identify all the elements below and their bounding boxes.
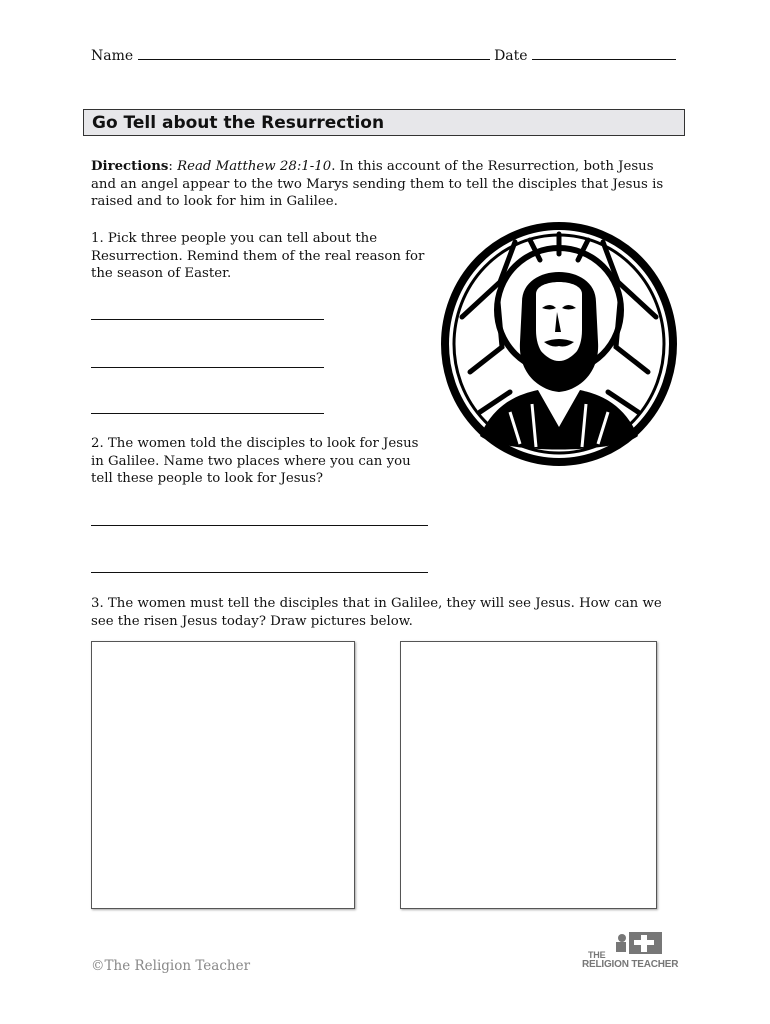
- date-blank[interactable]: [532, 47, 676, 60]
- logo-line-2: RELIGION TEACHER: [582, 959, 679, 970]
- q1-answer-line-2[interactable]: [91, 367, 324, 368]
- religion-teacher-logo: [582, 930, 682, 972]
- date-label: Date: [494, 48, 528, 64]
- directions-paragraph: Directions: Read Matthew 28:1-10. In this account of the Resurrection, both Jesus and an angel appear to the two Marys sending them to tell the disciples that Jesus is raised and to look for him in Galilee.: [91, 159, 664, 209]
- question-1-text: 1. Pick three people you can tell about the Resurrection. Remind them of the real reason for the season of Easter.: [91, 231, 425, 281]
- question-3-text: 3. The women must tell the disciples that in Galilee, they will see Jesus. How can we see the risen Jesus today? Draw pictures below.: [91, 596, 662, 629]
- stained-glass-jesus-icon: [440, 222, 678, 466]
- q2-answer-line-2[interactable]: [91, 572, 428, 573]
- logo-line-1: THE: [588, 950, 606, 960]
- drawing-box-left[interactable]: [91, 641, 355, 909]
- q1-answer-line-3[interactable]: [91, 413, 324, 414]
- q2-answer-line-1[interactable]: [91, 525, 428, 526]
- name-date-line: [91, 46, 681, 66]
- page-title: Go Tell about the Resurrection: [83, 109, 685, 136]
- q1-answer-line-1[interactable]: [91, 319, 324, 320]
- directions-label: Directions: [91, 159, 169, 174]
- directions-text: . In this account of the Resurrection, both Jesus and an angel appear to the two Marys sending them to tell the disciples that Jesus is raised and to look for him in Galilee.: [91, 159, 664, 209]
- copyright-text: ©The Religion Teacher: [91, 958, 251, 974]
- drawing-box-right[interactable]: [400, 641, 657, 909]
- directions-reference: Read Matthew 28:1-10: [177, 159, 332, 174]
- name-blank[interactable]: [138, 47, 490, 60]
- question-2-text: 2. The women told the disciples to look for Jesus in Galilee. Name two places where you can you tell these people to look for Jesus?: [91, 436, 419, 486]
- name-label: Name: [91, 48, 134, 64]
